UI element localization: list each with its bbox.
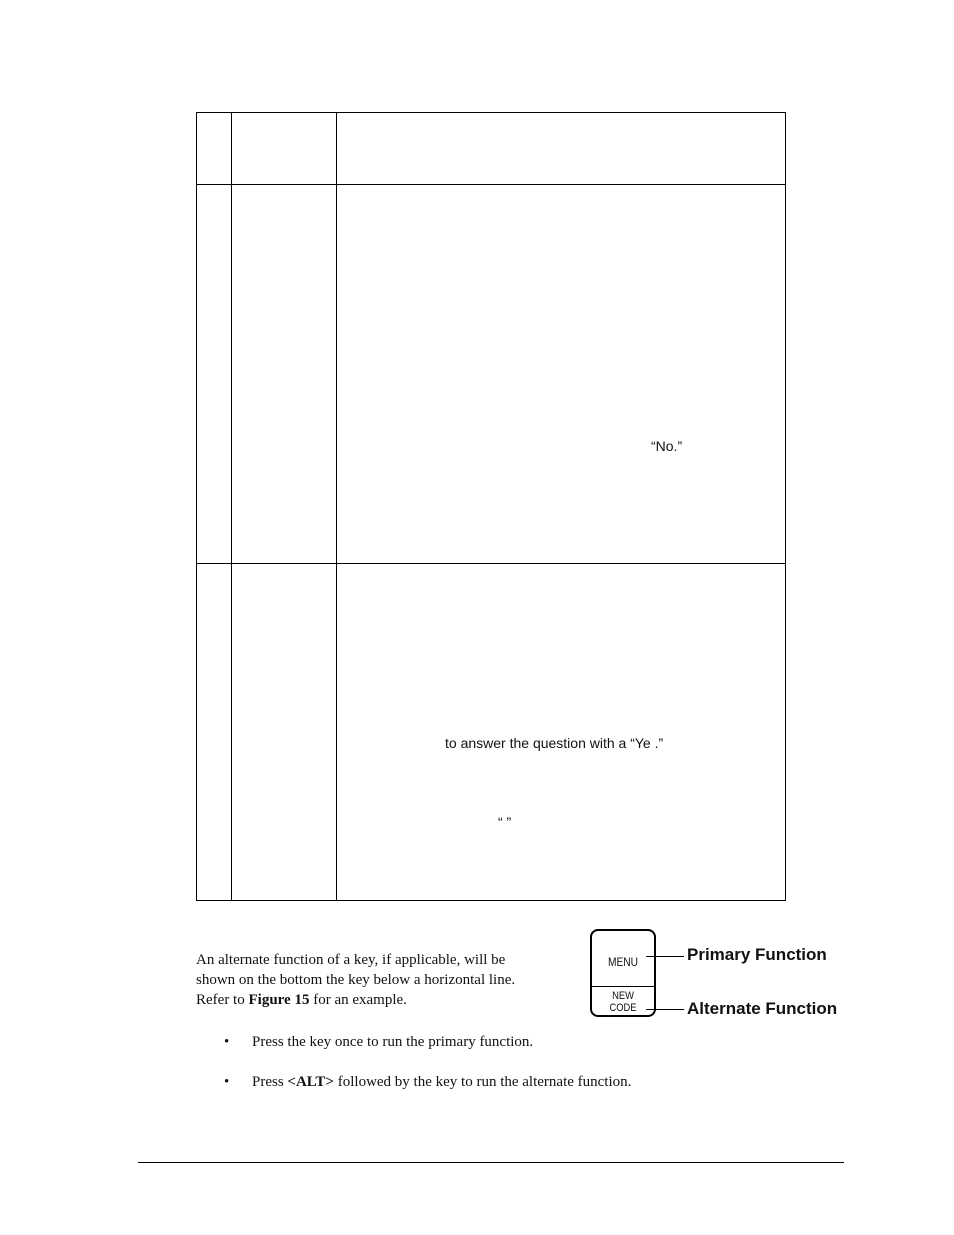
bullet-dot: • <box>224 1074 230 1090</box>
table-row3-fragment-a: to answer the question with a “Ye .” <box>445 735 664 751</box>
key-primary-label: MENU <box>607 955 639 969</box>
paragraph-line-2: shown on the bottom the key below a horizontal line. <box>196 972 516 988</box>
function-table <box>196 112 786 901</box>
bullet-dot: • <box>224 1034 230 1050</box>
key-illustration <box>590 929 656 1017</box>
table-row2-fragment: “No.” <box>651 438 683 454</box>
bullet-primary <box>224 1032 533 1052</box>
key-alternate-label <box>597 990 650 1014</box>
key-divider-line <box>592 986 654 987</box>
footer-rule <box>138 1162 844 1163</box>
table-border-top <box>196 112 786 113</box>
table-row3-fragment-b: “ ” <box>498 814 512 830</box>
table-column-divider-2 <box>336 112 337 901</box>
paragraph-line-3-suffix: for an example. <box>309 992 407 1008</box>
table-row-divider-2 <box>196 563 786 564</box>
alternate-leader-line <box>646 1009 684 1010</box>
key-alternate-label-line-1: NEW <box>612 990 634 1002</box>
paragraph-line-1: An alternate function of a key, if applicable, will be <box>196 952 506 968</box>
primary-leader-line <box>646 956 684 957</box>
paragraph-line-3 <box>196 990 576 1010</box>
primary-function-callout: Primary Function <box>687 945 827 964</box>
alternate-function-callout: Alternate Function <box>687 999 838 1018</box>
table-border-bottom <box>196 900 786 901</box>
bullet-primary-text: Press the key once to run the primary function. <box>252 1034 534 1050</box>
figure-reference: Figure 15 <box>248 992 310 1008</box>
table-row-divider-1 <box>196 184 786 185</box>
paragraph-line-3-prefix: Refer to <box>196 992 249 1008</box>
table-border-right <box>785 112 786 901</box>
alt-key-name: <ALT> <box>287 1074 334 1090</box>
alternate-function-paragraph <box>196 950 576 1010</box>
bullet-alternate <box>224 1072 631 1092</box>
bullet-alternate-suffix: followed by the key to run the alternate function. <box>333 1074 632 1090</box>
table-column-divider-1 <box>231 112 232 901</box>
table-border-left <box>196 112 197 901</box>
key-alternate-label-line-2: CODE <box>609 1002 637 1014</box>
bullet-alternate-prefix: Press <box>252 1074 288 1090</box>
